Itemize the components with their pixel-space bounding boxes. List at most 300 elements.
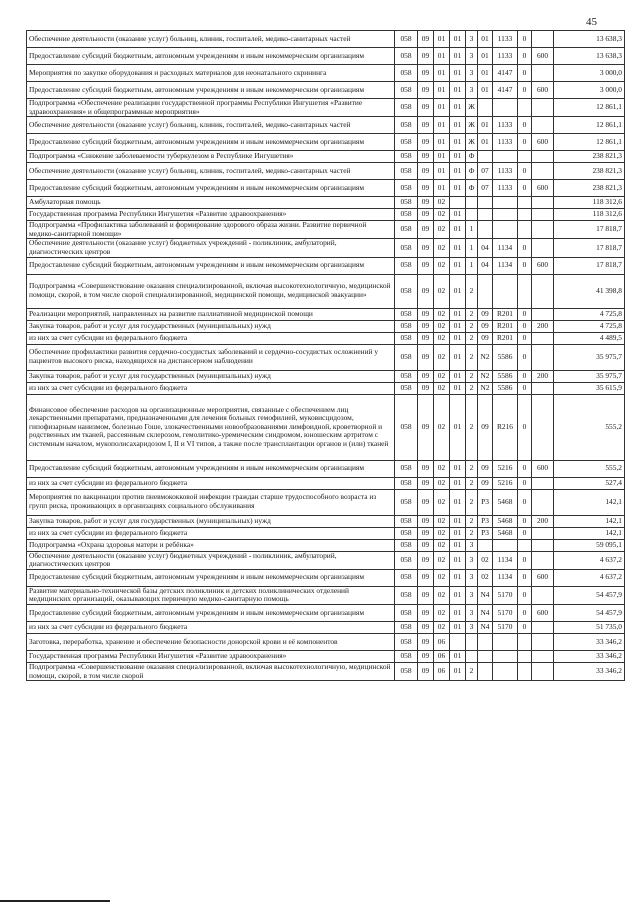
table-row (27, 99, 625, 117)
direction-code-cell (493, 209, 518, 221)
subprogram-code-cell: 3 (466, 48, 478, 65)
section-code-cell: 09 (418, 539, 434, 551)
digit-code-cell: 0 (518, 394, 532, 460)
section-code-cell: 09 (418, 370, 434, 382)
direction-code-cell (493, 274, 518, 308)
table-row (27, 394, 625, 460)
subprogram-code-cell: 2 (466, 320, 478, 332)
expense-type-code-cell (532, 239, 554, 257)
table-row (27, 65, 625, 82)
expense-type-code-cell (532, 197, 554, 209)
expense-type-code-cell (532, 382, 554, 394)
section-code-cell: 09 (418, 117, 434, 134)
table-row (27, 320, 625, 332)
event-code-cell: 01 (478, 31, 493, 48)
subsection-code-cell: 02 (434, 320, 450, 332)
admin-code-cell: 058 (395, 82, 418, 99)
amount-cell: 118 312,6 (554, 197, 625, 209)
budget-table (26, 30, 625, 681)
expense-type-code-cell (532, 99, 554, 117)
row-name-cell: Предоставление субсидий бюджетным, автономным учреждениям и иным некоммерческим организациям (27, 134, 395, 151)
row-name-cell: Предоставление субсидий бюджетным, автономным учреждениям и иным некоммерческим организациям (27, 48, 395, 65)
admin-code-cell: 058 (395, 180, 418, 197)
section-code-cell: 09 (418, 99, 434, 117)
section-code-cell: 09 (418, 180, 434, 197)
section-code-cell: 09 (418, 515, 434, 527)
admin-code-cell: 058 (395, 209, 418, 221)
section-code-cell: 09 (418, 382, 434, 394)
admin-code-cell: 058 (395, 134, 418, 151)
digit-code-cell: 0 (518, 65, 532, 82)
admin-code-cell: 058 (395, 332, 418, 344)
digit-code-cell (518, 197, 532, 209)
admin-code-cell: 058 (395, 239, 418, 257)
subprogram-code-cell: 2 (466, 308, 478, 320)
admin-code-cell: 058 (395, 650, 418, 662)
amount-cell: 54 457,9 (554, 586, 625, 604)
table-row (27, 382, 625, 394)
table-row (27, 274, 625, 308)
digit-code-cell: 0 (518, 604, 532, 621)
admin-code-cell: 058 (395, 308, 418, 320)
admin-code-cell: 058 (395, 551, 418, 569)
program-code-cell: 01 (450, 48, 466, 65)
subsection-code-cell: 02 (434, 621, 450, 633)
event-code-cell: 02 (478, 551, 493, 569)
expense-type-code-cell (532, 394, 554, 460)
expense-type-code-cell (532, 308, 554, 320)
subprogram-code-cell: 3 (466, 31, 478, 48)
row-name-cell: Предоставление субсидий бюджетным, автономным учреждениям и иным некоммерческим организациям (27, 180, 395, 197)
digit-code-cell: 0 (518, 332, 532, 344)
section-code-cell: 09 (418, 239, 434, 257)
row-name-cell: Подпрограмма «Совершенствование оказания специализированной, включая высокотехнологичную, медицинской помощи, скорой, в том числе скорой специализированной, медицинской помощи, медицинской эвакуации» (27, 274, 395, 308)
subsection-code-cell: 02 (434, 489, 450, 515)
program-code-cell: 01 (450, 604, 466, 621)
row-name-cell: Подпрограмма «Снижение заболеваемости туберкулезом в Республике Ингушетия» (27, 151, 395, 163)
subsection-code-cell: 02 (434, 308, 450, 320)
row-name-cell: Закупка товаров, работ и услуг для государственных (муниципальных) нужд (27, 370, 395, 382)
section-code-cell: 09 (418, 134, 434, 151)
direction-code-cell (493, 662, 518, 680)
subsection-code-cell: 01 (434, 99, 450, 117)
amount-cell: 555,2 (554, 394, 625, 460)
direction-code-cell: R201 (493, 320, 518, 332)
digit-code-cell (518, 209, 532, 221)
event-code-cell: P3 (478, 515, 493, 527)
amount-cell: 4 489,5 (554, 332, 625, 344)
section-code-cell: 09 (418, 320, 434, 332)
event-code-cell (478, 221, 493, 239)
digit-code-cell: 0 (518, 621, 532, 633)
subprogram-code-cell: 3 (466, 569, 478, 586)
direction-code-cell: 5216 (493, 477, 518, 489)
subsection-code-cell: 01 (434, 151, 450, 163)
event-code-cell: 01 (478, 48, 493, 65)
row-name-cell: из них за счет субсидии из федерального бюджета (27, 527, 395, 539)
event-code-cell: 04 (478, 257, 493, 274)
admin-code-cell: 058 (395, 370, 418, 382)
subprogram-code-cell: 2 (466, 460, 478, 477)
section-code-cell: 09 (418, 332, 434, 344)
amount-cell: 4 725,8 (554, 320, 625, 332)
amount-cell: 13 638,3 (554, 48, 625, 65)
subprogram-code-cell (466, 633, 478, 650)
program-code-cell: 01 (450, 586, 466, 604)
subprogram-code-cell: 2 (466, 489, 478, 515)
digit-code-cell: 0 (518, 320, 532, 332)
admin-code-cell: 058 (395, 633, 418, 650)
table-row (27, 180, 625, 197)
program-code-cell: 01 (450, 370, 466, 382)
direction-code-cell: 1134 (493, 551, 518, 569)
row-name-cell: Предоставление субсидий бюджетным, автономным учреждениям и иным некоммерческим организациям (27, 82, 395, 99)
table-row (27, 257, 625, 274)
row-name-cell: Предоставление субсидий бюджетным, автономным учреждениям и иным некоммерческим организациям (27, 460, 395, 477)
admin-code-cell: 058 (395, 31, 418, 48)
subsection-code-cell: 02 (434, 332, 450, 344)
digit-code-cell: 0 (518, 382, 532, 394)
row-name-cell: Подпрограмма «Охрана здоровья матери и ребёнка» (27, 539, 395, 551)
table-row (27, 308, 625, 320)
direction-code-cell: 1133 (493, 163, 518, 180)
section-code-cell: 09 (418, 308, 434, 320)
table-row (27, 515, 625, 527)
expense-type-code-cell (532, 31, 554, 48)
digit-code-cell: 0 (518, 257, 532, 274)
program-code-cell: 01 (450, 180, 466, 197)
program-code-cell (450, 197, 466, 209)
subsection-code-cell: 02 (434, 477, 450, 489)
program-code-cell: 01 (450, 99, 466, 117)
event-code-cell: 01 (478, 134, 493, 151)
admin-code-cell: 058 (395, 527, 418, 539)
subprogram-code-cell: 3 (466, 82, 478, 99)
admin-code-cell: 058 (395, 586, 418, 604)
expense-type-code-cell (532, 65, 554, 82)
section-code-cell: 09 (418, 489, 434, 515)
table-row (27, 151, 625, 163)
subsection-code-cell: 02 (434, 527, 450, 539)
program-code-cell: 01 (450, 134, 466, 151)
expense-type-code-cell (532, 586, 554, 604)
subprogram-code-cell: 2 (466, 394, 478, 460)
section-code-cell: 09 (418, 527, 434, 539)
program-code-cell: 01 (450, 209, 466, 221)
subprogram-code-cell: Ж (466, 134, 478, 151)
section-code-cell: 09 (418, 586, 434, 604)
direction-code-cell (493, 650, 518, 662)
direction-code-cell: 5170 (493, 621, 518, 633)
table-row (27, 604, 625, 621)
subsection-code-cell: 02 (434, 551, 450, 569)
amount-cell: 54 457,9 (554, 604, 625, 621)
table-row (27, 489, 625, 515)
digit-code-cell: 0 (518, 489, 532, 515)
event-code-cell: 01 (478, 82, 493, 99)
direction-code-cell: 1134 (493, 239, 518, 257)
digit-code-cell: 0 (518, 586, 532, 604)
program-code-cell: 01 (450, 163, 466, 180)
row-name-cell: Предоставление субсидий бюджетным, автономным учреждениям и иным некоммерческим организациям (27, 604, 395, 621)
expense-type-code-cell: 600 (532, 82, 554, 99)
section-code-cell: 09 (418, 633, 434, 650)
amount-cell: 17 818,7 (554, 221, 625, 239)
direction-code-cell: 5170 (493, 604, 518, 621)
row-name-cell: Амбулаторная помощь (27, 197, 395, 209)
expense-type-code-cell (532, 209, 554, 221)
subsection-code-cell: 01 (434, 48, 450, 65)
section-code-cell: 09 (418, 569, 434, 586)
program-code-cell: 01 (450, 308, 466, 320)
table-row (27, 197, 625, 209)
table-row (27, 117, 625, 134)
subprogram-code-cell: 2 (466, 344, 478, 370)
digit-code-cell: 0 (518, 370, 532, 382)
digit-code-cell: 0 (518, 308, 532, 320)
digit-code-cell: 0 (518, 48, 532, 65)
expense-type-code-cell: 600 (532, 569, 554, 586)
subsection-code-cell: 02 (434, 394, 450, 460)
subsection-code-cell: 02 (434, 344, 450, 370)
program-code-cell: 01 (450, 539, 466, 551)
direction-code-cell: 5586 (493, 382, 518, 394)
digit-code-cell: 0 (518, 460, 532, 477)
program-code-cell: 01 (450, 382, 466, 394)
row-name-cell: Предоставление субсидий бюджетным, автономным учреждениям и иным некоммерческим организациям (27, 257, 395, 274)
row-name-cell: Государственная программа Республики Ингушетия «Развитие здравоохранения» (27, 650, 395, 662)
admin-code-cell: 058 (395, 394, 418, 460)
admin-code-cell: 058 (395, 604, 418, 621)
program-code-cell: 01 (450, 65, 466, 82)
table-row (27, 551, 625, 569)
subsection-code-cell: 06 (434, 662, 450, 680)
admin-code-cell: 058 (395, 344, 418, 370)
budget-table-body (27, 31, 625, 681)
subprogram-code-cell: 3 (466, 65, 478, 82)
digit-code-cell: 0 (518, 569, 532, 586)
section-code-cell: 09 (418, 394, 434, 460)
admin-code-cell: 058 (395, 515, 418, 527)
section-code-cell: 09 (418, 621, 434, 633)
event-code-cell: P3 (478, 527, 493, 539)
expense-type-code-cell (532, 221, 554, 239)
table-row (27, 650, 625, 662)
table-row (27, 370, 625, 382)
subsection-code-cell: 02 (434, 239, 450, 257)
table-row (27, 569, 625, 586)
direction-code-cell: 1133 (493, 117, 518, 134)
amount-cell: 33 346,2 (554, 633, 625, 650)
amount-cell: 142,1 (554, 489, 625, 515)
event-code-cell (478, 274, 493, 308)
section-code-cell: 09 (418, 344, 434, 370)
direction-code-cell: 5586 (493, 370, 518, 382)
admin-code-cell: 058 (395, 221, 418, 239)
section-code-cell: 09 (418, 662, 434, 680)
digit-code-cell (518, 539, 532, 551)
digit-code-cell (518, 151, 532, 163)
direction-code-cell (493, 197, 518, 209)
admin-code-cell: 058 (395, 477, 418, 489)
section-code-cell: 09 (418, 151, 434, 163)
event-code-cell: 09 (478, 308, 493, 320)
section-code-cell: 09 (418, 48, 434, 65)
row-name-cell: Обеспечение деятельности (оказание услуг) бюджетных учреждений - поликлиник, амбулаторий, диагностических центров (27, 239, 395, 257)
section-code-cell: 09 (418, 163, 434, 180)
subsection-code-cell: 01 (434, 117, 450, 134)
section-code-cell: 09 (418, 460, 434, 477)
event-code-cell: N4 (478, 604, 493, 621)
direction-code-cell: 5216 (493, 460, 518, 477)
program-code-cell: 01 (450, 344, 466, 370)
subprogram-code-cell: 2 (466, 382, 478, 394)
admin-code-cell: 058 (395, 460, 418, 477)
direction-code-cell: 5586 (493, 344, 518, 370)
expense-type-code-cell: 200 (532, 515, 554, 527)
admin-code-cell: 058 (395, 539, 418, 551)
admin-code-cell: 058 (395, 163, 418, 180)
amount-cell: 238 821,3 (554, 180, 625, 197)
subprogram-code-cell: 1 (466, 221, 478, 239)
expense-type-code-cell: 200 (532, 370, 554, 382)
row-name-cell: Обеспечение деятельности (оказание услуг) больниц, клиник, госпиталей, медико-санитарных частей (27, 117, 395, 134)
program-code-cell: 01 (450, 551, 466, 569)
row-name-cell: Мероприятия по вакцинации против пневмококковой инфекции граждан старше трудоспособного возраста из групп риска, проживающих в организациях социального обслуживания (27, 489, 395, 515)
subprogram-code-cell: 3 (466, 604, 478, 621)
table-row (27, 662, 625, 680)
table-row (27, 527, 625, 539)
amount-cell: 12 861,1 (554, 99, 625, 117)
digit-code-cell: 0 (518, 163, 532, 180)
subsection-code-cell: 02 (434, 539, 450, 551)
admin-code-cell: 058 (395, 621, 418, 633)
subsection-code-cell: 02 (434, 382, 450, 394)
subprogram-code-cell: 3 (466, 551, 478, 569)
expense-type-code-cell (532, 163, 554, 180)
digit-code-cell: 0 (518, 82, 532, 99)
amount-cell: 51 735,0 (554, 621, 625, 633)
section-code-cell: 09 (418, 65, 434, 82)
subprogram-code-cell: 2 (466, 370, 478, 382)
table-row (27, 221, 625, 239)
program-code-cell: 01 (450, 394, 466, 460)
expense-type-code-cell: 600 (532, 48, 554, 65)
event-code-cell (478, 539, 493, 551)
program-code-cell: 01 (450, 221, 466, 239)
expense-type-code-cell (532, 527, 554, 539)
table-row (27, 209, 625, 221)
event-code-cell: 09 (478, 320, 493, 332)
event-code-cell (478, 197, 493, 209)
direction-code-cell (493, 633, 518, 650)
section-code-cell: 09 (418, 274, 434, 308)
program-code-cell: 01 (450, 489, 466, 515)
program-code-cell: 01 (450, 515, 466, 527)
subprogram-code-cell (466, 197, 478, 209)
table-row (27, 539, 625, 551)
event-code-cell (478, 99, 493, 117)
amount-cell: 4 637,2 (554, 569, 625, 586)
amount-cell: 238 821,3 (554, 151, 625, 163)
expense-type-code-cell (532, 151, 554, 163)
row-name-cell: Развитие материально-технической базы детских поликлиник и детских поликлинических отделений медицинских организаций, оказывающих первичную медико-санитарную помощь (27, 586, 395, 604)
subsection-code-cell: 01 (434, 82, 450, 99)
program-code-cell: 01 (450, 477, 466, 489)
direction-code-cell: 5468 (493, 515, 518, 527)
direction-code-cell: 1133 (493, 48, 518, 65)
row-name-cell: Обеспечение профилактики развития сердечно-сосудистых заболеваний и сердечно-сосудистых осложнений у пациентов высокого риска, находящихся на диспансерном наблюдении (27, 344, 395, 370)
event-code-cell: 01 (478, 65, 493, 82)
subprogram-code-cell: 3 (466, 621, 478, 633)
event-code-cell: 02 (478, 569, 493, 586)
admin-code-cell: 058 (395, 569, 418, 586)
program-code-cell: 01 (450, 650, 466, 662)
subsection-code-cell: 02 (434, 515, 450, 527)
event-code-cell: 07 (478, 163, 493, 180)
subsection-code-cell: 01 (434, 31, 450, 48)
row-name-cell: Предоставление субсидий бюджетным, автономным учреждениям и иным некоммерческим организациям (27, 569, 395, 586)
admin-code-cell: 058 (395, 197, 418, 209)
section-code-cell: 09 (418, 551, 434, 569)
expense-type-code-cell (532, 489, 554, 515)
table-row (27, 82, 625, 99)
event-code-cell: 09 (478, 394, 493, 460)
event-code-cell: 09 (478, 332, 493, 344)
amount-cell: 142,1 (554, 515, 625, 527)
program-code-cell: 01 (450, 662, 466, 680)
subprogram-code-cell: Ж (466, 117, 478, 134)
section-code-cell: 09 (418, 209, 434, 221)
table-row (27, 48, 625, 65)
subprogram-code-cell: Ж (466, 99, 478, 117)
digit-code-cell (518, 633, 532, 650)
digit-code-cell: 0 (518, 180, 532, 197)
subsection-code-cell: 06 (434, 650, 450, 662)
program-code-cell: 01 (450, 82, 466, 99)
event-code-cell (478, 209, 493, 221)
direction-code-cell (493, 221, 518, 239)
expense-type-code-cell: 600 (532, 604, 554, 621)
subsection-code-cell: 02 (434, 274, 450, 308)
subprogram-code-cell: Ф (466, 163, 478, 180)
expense-type-code-cell: 600 (532, 460, 554, 477)
row-name-cell: Закупка товаров, работ и услуг для государственных (муниципальных) нужд (27, 515, 395, 527)
event-code-cell: P3 (478, 489, 493, 515)
subprogram-code-cell: Ф (466, 180, 478, 197)
subsection-code-cell: 02 (434, 586, 450, 604)
section-code-cell: 09 (418, 650, 434, 662)
subprogram-code-cell: 1 (466, 239, 478, 257)
subprogram-code-cell: Ф (466, 151, 478, 163)
row-name-cell: Обеспечение деятельности (оказание услуг) больниц, клиник, госпиталей, медико-санитарных частей (27, 31, 395, 48)
expense-type-code-cell (532, 633, 554, 650)
subprogram-code-cell: 2 (466, 477, 478, 489)
subsection-code-cell: 02 (434, 604, 450, 621)
admin-code-cell: 058 (395, 65, 418, 82)
amount-cell: 555,2 (554, 460, 625, 477)
expense-type-code-cell: 600 (532, 180, 554, 197)
direction-code-cell: R201 (493, 308, 518, 320)
direction-code-cell: 5170 (493, 586, 518, 604)
event-code-cell: 01 (478, 117, 493, 134)
expense-type-code-cell (532, 621, 554, 633)
program-code-cell (450, 633, 466, 650)
subsection-code-cell: 02 (434, 460, 450, 477)
subprogram-code-cell: 3 (466, 539, 478, 551)
direction-code-cell: 4147 (493, 65, 518, 82)
section-code-cell: 09 (418, 477, 434, 489)
